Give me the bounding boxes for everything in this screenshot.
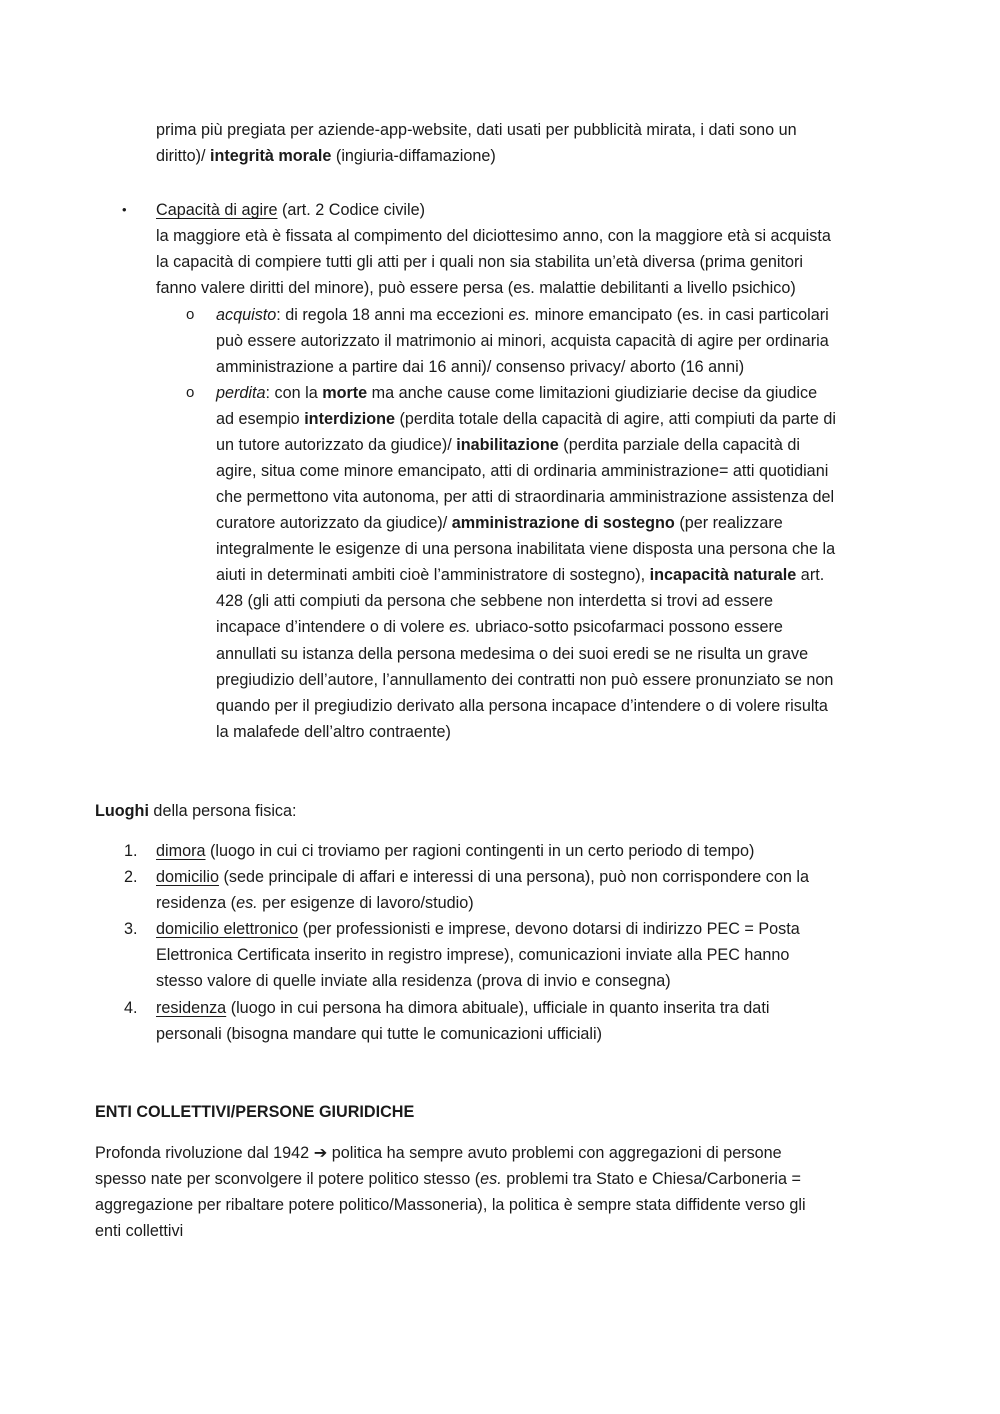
list-item-domicilio-elettronico-cont: Elettronica Certificata inserito in registro imprese), comunicazioni inviate alla PEC hanno [156, 946, 790, 964]
perdita-line-13: quando per il pregiudizio derivato alla persona incapace d’intendere o di volere risulta [216, 697, 828, 715]
enti-line-2: spesso nate per sconvolgere il potere politico stesso (es. problemi tra Stato e Chiesa/Carboneria = [95, 1170, 801, 1188]
enti-line-1: Profonda rivoluzione dal 1942 ➔ politica ha sempre avuto problemi con aggregazioni di persone [95, 1143, 782, 1162]
arrow-right-icon: ➔ [313, 1143, 328, 1162]
list-number: 3. [124, 920, 138, 938]
luoghi-heading: Luoghi della persona fisica: [95, 802, 297, 820]
capacita-term: Capacità di agire [156, 201, 278, 219]
perdita-line-2: ad esempio interdizione (perdita totale della capacità di agire, atti compiuti da parte di [216, 410, 836, 428]
perdita-line-5: che permettono vita autonoma, per atti di straordinaria amministrazione assistenza del [216, 488, 835, 506]
enti-line-3: aggregazione per ribaltare potere politico/Massoneria), la politica è sempre stata diffidente verso gli [95, 1196, 806, 1214]
perdita-line-11: annullati su istanza della persona medesima o dei suoi eredi se ne risulta un grave [216, 645, 809, 663]
list-number: 4. [124, 999, 138, 1017]
intro-line-2: diritto)/ integrità morale (ingiuria-diffamazione) [156, 147, 496, 165]
enti-heading: ENTI COLLETTIVI/PERSONE GIURIDICHE [95, 1103, 415, 1121]
perdita-line-4: agire, situa come minore emancipato, atti di ordinaria amministrazione= atti quotidiani [216, 462, 829, 480]
enti-line-4: enti collettivi [95, 1222, 184, 1240]
sub-bullet-marker: o [186, 384, 195, 401]
bullet-marker: • [122, 202, 127, 217]
list-item-domicilio-elettronico-cont: stesso valore di quelle inviate alla residenza (prova di invio e consegna) [156, 972, 671, 990]
capacita-desc-3: fanno valere diritti del minore), può essere persa (es. malattie debilitanti a livello psichico) [156, 279, 796, 297]
sub-bullet-marker: o [186, 306, 195, 323]
capacita-desc-1: la maggiore età è fissata al compimento del diciottesimo anno, con la maggiore età si acquista [156, 227, 831, 245]
capacita-title: Capacità di agire (art. 2 Codice civile) [156, 201, 426, 219]
list-item-dimora: dimora (luogo in cui ci troviamo per ragioni contingenti in un certo periodo di tempo) [156, 842, 755, 860]
perdita-line-1: perdita: con la morte ma anche cause come limitazioni giudiziarie decise da giudice [216, 384, 818, 402]
list-item-domicilio-cont: residenza (es. per esigenze di lavoro/studio) [156, 894, 474, 912]
perdita-line-10: incapace d’intendere o di volere es. ubriaco-sotto psicofarmaci possono essere [216, 618, 783, 636]
perdita-term: perdita [216, 384, 266, 402]
perdita-line-7: integralmente le esigenze di una persona inabilitata viene disposta una persona che la [216, 540, 836, 558]
list-item-domicilio: domicilio (sede principale di affari e interessi di una persona), può non corrispondere con la [156, 868, 809, 886]
acquisto-term: acquisto [216, 306, 277, 324]
list-number: 2. [124, 868, 138, 886]
acquisto-line-3: amministrazione a partire dai 16 anni)/ consenso privacy/ aborto (16 anni) [216, 358, 745, 376]
perdita-line-9: 428 (gli atti compiuti da persona che sebbene non interdetta si trovi ad essere [216, 592, 774, 610]
intro-line-1: prima più pregiata per aziende-app-website, dati usati per pubblicità mirata, i dati sono un [156, 121, 797, 139]
perdita-line-8: aiuti in determinati ambiti cioè l’amministratore di sostegno), incapacità naturale art. [216, 566, 825, 584]
list-number: 1. [124, 842, 138, 860]
perdita-line-3: un tutore autorizzato da giudice)/ inabilitazione (perdita parziale della capacità di [216, 436, 800, 454]
perdita-line-6: curatore autorizzato da giudice)/ amministrazione di sostegno (per realizzare [216, 514, 783, 532]
capacita-desc-2: la capacità di compiere tutti gli atti per i quali non sia stabilita un’età diversa (prima genitori [156, 253, 803, 271]
acquisto-line-1: acquisto: di regola 18 anni ma eccezioni es. minore emancipato (es. in casi particolari [216, 306, 829, 324]
list-item-residenza-cont: personali (bisogna mandare qui tutte le comunicazioni ufficiali) [156, 1025, 603, 1043]
integrita-morale-term: integrità morale [209, 147, 332, 165]
list-item-domicilio-elettronico: domicilio elettronico (per professionisti e imprese, devono dotarsi di indirizzo PEC = Posta [156, 920, 800, 938]
perdita-line-14: la malafede dell’altro contraente) [216, 723, 451, 741]
perdita-line-12: pregiudizio dell’autore, l’annullamento dei contratti non può essere pronunziato se non [216, 671, 834, 689]
list-item-residenza: residenza (luogo in cui persona ha dimora abituale), ufficiale in quanto inserita tra dati [156, 999, 770, 1017]
acquisto-line-2: può essere autorizzato il matrimonio ai minori, acquista capacità di agire per ordinaria [216, 332, 829, 350]
